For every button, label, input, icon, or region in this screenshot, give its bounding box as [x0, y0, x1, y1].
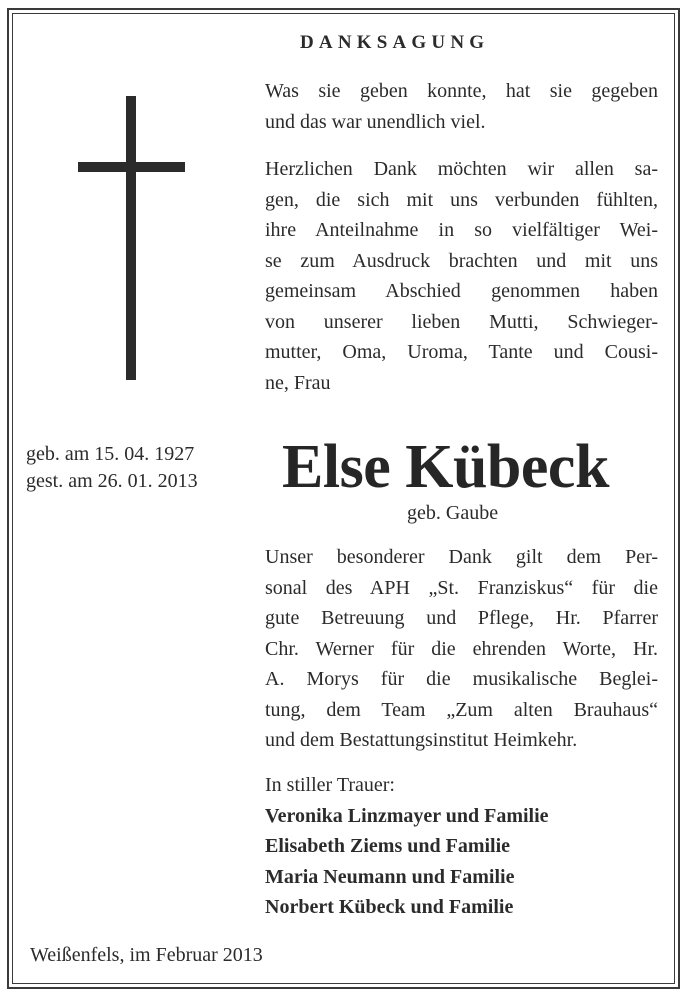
special-thanks-line: sonal des APH „St. Franziskus“ für die — [265, 576, 658, 599]
special-thanks-line: und dem Bestattungsinstitut Heimkehr. — [265, 729, 578, 751]
thanks-line: mutter, Oma, Uroma, Tante und Cousi- — [265, 341, 658, 363]
thanks-line: von unserer lieben Mutti, Schwieger- — [265, 310, 658, 333]
death-date: gest. am 26. 01. 2013 — [26, 470, 198, 492]
mourning-label: In stiller Trauer: — [265, 774, 395, 796]
intro-line: Was sie geben konnte, hat sie gegeben — [265, 80, 658, 102]
signer-name: Maria Neumann und Familie — [265, 865, 515, 888]
deceased-name: Else Kübeck — [282, 433, 609, 501]
special-thanks-paragraph — [265, 542, 658, 756]
special-thanks-line: gute Betreuung und Pflege, Hr. Pfarrer — [265, 607, 658, 629]
birth-date: geb. am 15. 04. 1927 — [26, 443, 195, 465]
signers-block — [265, 770, 658, 923]
thanks-line: se zum Ausdruck brachten und mit uns — [265, 249, 658, 272]
thanks-line: Herzlichen Dank möchten wir allen sa- — [265, 158, 658, 180]
notice-heading: DANKSAGUNG — [300, 32, 490, 53]
thanks-line: ne, Frau — [265, 371, 331, 394]
life-dates — [26, 441, 198, 495]
signer-name: Elisabeth Ziems und Familie — [265, 835, 511, 857]
special-thanks-line: A. Morys für die musikalische Beglei- — [265, 668, 658, 690]
signer-name: Norbert Kübeck und Familie — [265, 896, 514, 918]
special-thanks-line: Chr. Werner für die ehrenden Worte, Hr. — [265, 637, 658, 660]
place-date: Weißenfels, im Februar 2013 — [30, 944, 263, 966]
intro-paragraph — [265, 76, 658, 137]
signer-name: Veronika Linzmayer und Familie — [265, 804, 549, 827]
special-thanks-line: tung, dem Team „Zum alten Brauhaus“ — [265, 698, 658, 721]
thanks-line: gen, die sich mit uns verbunden fühlten, — [265, 188, 658, 211]
maiden-name: geb. Gaube — [407, 502, 499, 524]
thanks-line: ihre Anteilnahme in so vielfältiger Wei- — [265, 219, 658, 241]
thanks-line: gemeinsam Abschied genommen haben — [265, 280, 658, 302]
cross-horizontal-bar — [78, 162, 185, 172]
intro-line: und das war unendlich viel. — [265, 110, 486, 133]
thanks-paragraph — [265, 154, 658, 398]
special-thanks-line: Unser besonderer Dank gilt dem Per- — [265, 546, 658, 568]
cross-vertical-bar — [126, 96, 136, 380]
